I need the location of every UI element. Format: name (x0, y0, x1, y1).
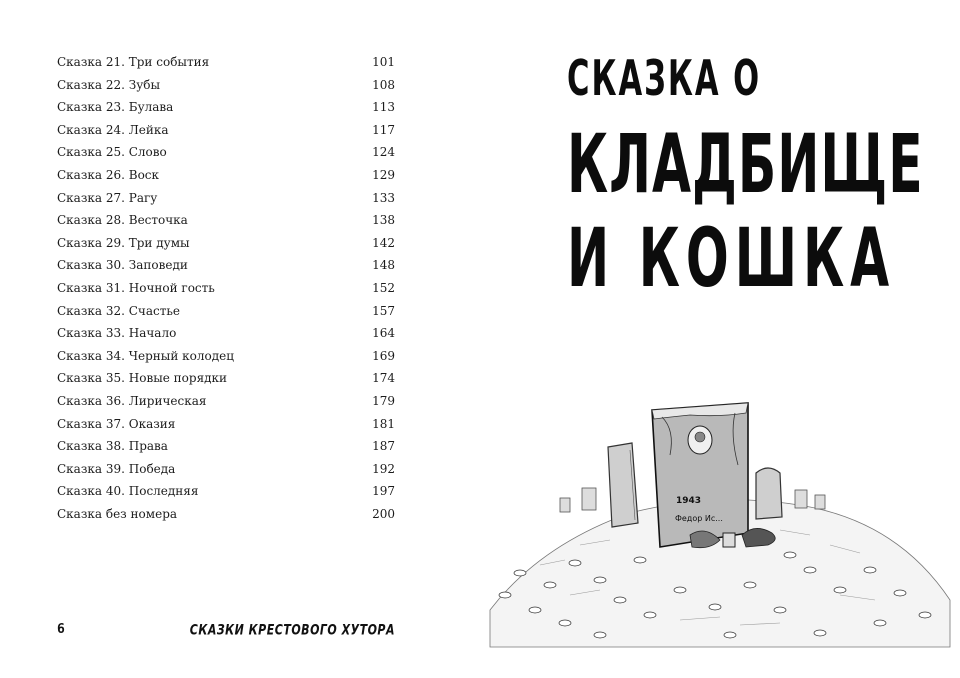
toc-entry (57, 213, 395, 236)
toc-entry (57, 439, 395, 462)
toc-entry-title: Сказка 40. Последняя (57, 484, 199, 499)
right-tombstone (756, 468, 782, 519)
toc-entry-title: Сказка без номера (57, 506, 178, 521)
toc-entry (57, 507, 395, 530)
toc-entry-page: 129 (372, 167, 395, 182)
toc-entry-title: Сказка 29. Три думы (57, 235, 190, 250)
toc-entry-page: 108 (372, 77, 395, 92)
toc-entry (57, 168, 395, 191)
toc-entry-page: 124 (372, 145, 395, 160)
toc-entry-page: 113 (372, 100, 395, 115)
candle-jar (723, 533, 735, 547)
page-number: 6 (57, 622, 65, 637)
toc-entry-title: Сказка 31. Ночной гость (57, 280, 215, 295)
toc-entry-title: Сказка 27. Рагу (57, 190, 158, 205)
chapter-title-line-1: СКАЗКА О (567, 50, 762, 108)
toc-entry-page: 181 (372, 416, 395, 431)
small-grave-4 (815, 495, 825, 509)
toc-entry-title: Сказка 37. Оказия (57, 416, 176, 431)
toc-entry-title: Сказка 21. Три события (57, 55, 210, 69)
toc-entry (57, 78, 395, 101)
running-title: СКАЗКИ КРЕСТОВОГО ХУТОРА (189, 622, 395, 639)
toc-entry (57, 145, 395, 168)
toc-entry-title: Сказка 38. Права (57, 439, 168, 454)
toc-entry-title: Сказка 28. Весточка (57, 213, 188, 228)
toc-entry (57, 349, 395, 372)
toc-entry-page: 133 (372, 190, 395, 205)
small-grave-3 (795, 490, 807, 508)
toc-entry-title: Сказка 25. Слово (57, 145, 167, 160)
toc-entry-page: 200 (372, 506, 395, 521)
toc-entry (57, 462, 395, 485)
toc-entry-title: Сказка 33. Начало (57, 326, 177, 341)
tombstone-year: 1943 (676, 496, 702, 506)
toc-entry-page: 179 (372, 393, 395, 408)
toc-entry (57, 394, 395, 417)
toc-entry-title: Сказка 22. Зубы (57, 77, 161, 92)
toc-entry-page: 187 (372, 439, 395, 454)
toc-entry-title: Сказка 35. Новые порядки (57, 371, 228, 386)
toc-entry-page: 101 (372, 55, 395, 69)
toc-entry-page: 142 (372, 235, 395, 250)
left-tombstone (608, 443, 638, 527)
toc-entry-page: 157 (372, 303, 395, 318)
toc-entry-title: Сказка 23. Булава (57, 100, 174, 115)
toc-entry-page: 197 (372, 484, 395, 499)
toc-entry (57, 326, 395, 349)
toc-entry-title: Сказка 26. Воск (57, 167, 160, 182)
toc-entry-page: 192 (372, 461, 395, 476)
chapter-title-line-3: И КОШКА (567, 212, 896, 307)
toc-entry-title: Сказка 39. Победа (57, 461, 176, 476)
toc-entry (57, 417, 395, 440)
chapter-title-line-2: КЛАДБИЩЕ (567, 118, 924, 213)
toc-entry (57, 100, 395, 123)
toc-entry-page: 152 (372, 280, 395, 295)
toc-entry-title: Сказка 30. Заповеди (57, 258, 188, 273)
toc-entry (57, 55, 395, 78)
toc-entry (57, 236, 395, 259)
toc-entry (57, 258, 395, 281)
toc-entry-title: Сказка 24. Лейка (57, 122, 169, 137)
toc-entry-page: 138 (372, 213, 395, 228)
toc-entry-page: 174 (372, 371, 395, 386)
small-grave-1 (560, 498, 570, 512)
toc-entry-page: 169 (372, 348, 395, 363)
toc-entry-title: Сказка 34. Черный колодец (57, 348, 234, 363)
toc-entry (57, 371, 395, 394)
toc-entry (57, 304, 395, 327)
tombstone-name: Федор Ис... (675, 514, 723, 523)
cemetery-illustration (480, 395, 960, 655)
toc-entry (57, 191, 395, 214)
toc-entry-page: 164 (372, 326, 395, 341)
toc-entry (57, 123, 395, 146)
right-page (480, 0, 960, 678)
toc-entry (57, 484, 395, 507)
toc-entry-page: 148 (372, 258, 395, 273)
table-of-contents (57, 55, 395, 529)
toc-entry (57, 281, 395, 304)
toc-entry-page: 117 (372, 122, 395, 137)
toc-entry-title: Сказка 32. Счастье (57, 303, 181, 318)
small-grave-2 (582, 488, 596, 510)
toc-entry-title: Сказка 36. Лирическая (57, 393, 207, 408)
